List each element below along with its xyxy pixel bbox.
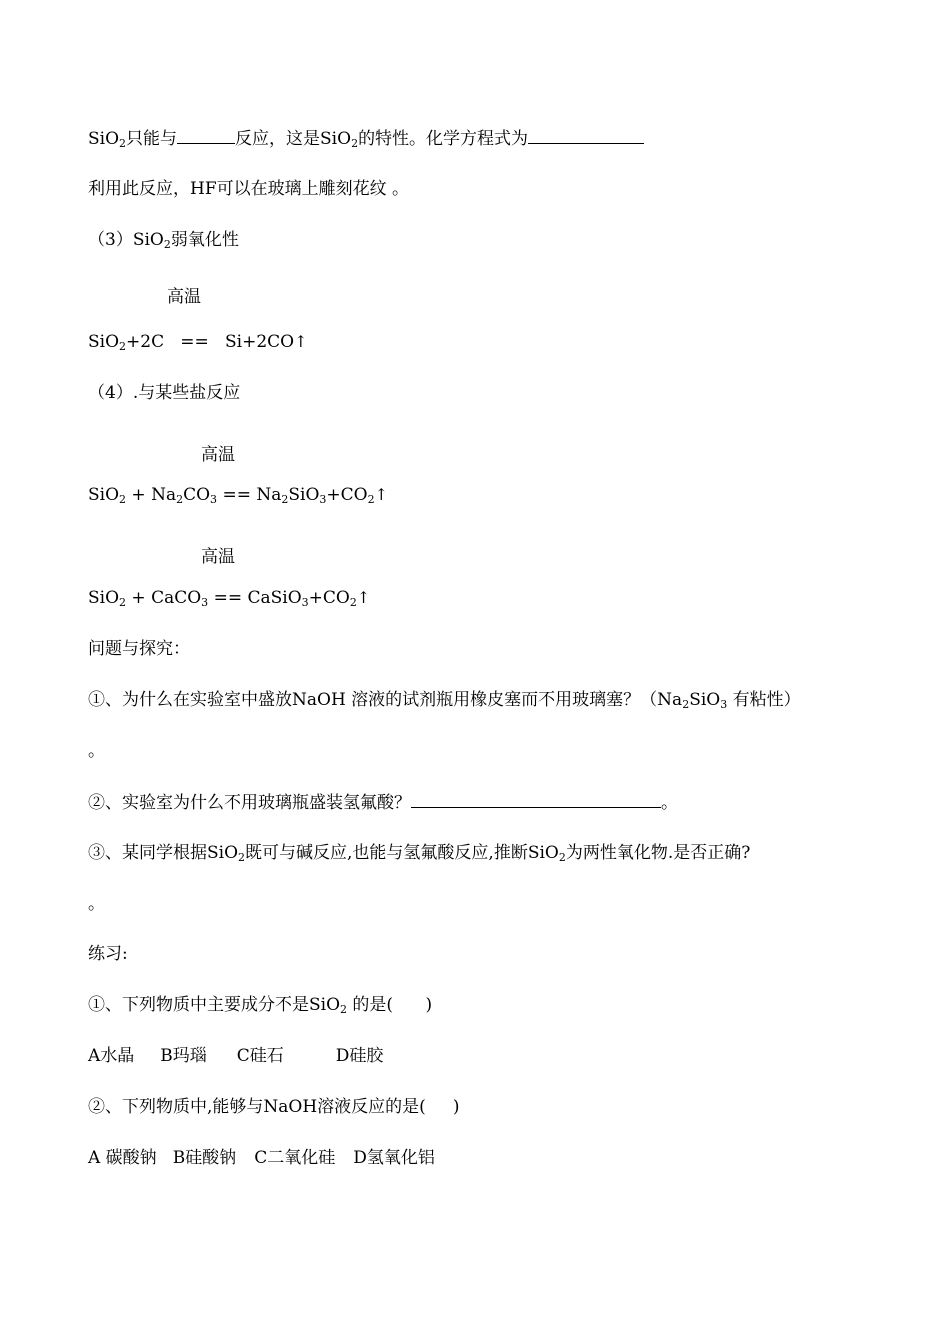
equation-sio2-carbon: SiO$_2$+2C == Si+2CO↑: [88, 332, 308, 353]
section-3-heading: （3）SiO$_2$弱氧化性: [88, 230, 239, 251]
question-3: ③、某同学根据SiO$_2$既可与碱反应,也能与氢氟酸反应,推断SiO$_2$为两性氧化物.是否正确?: [88, 843, 751, 864]
answer-blank-q2[interactable]: [411, 790, 661, 808]
questions-heading: 问题与探究：: [88, 639, 190, 659]
option-b[interactable]: B玛瑙: [160, 1046, 207, 1066]
hf-etching-line: 利用此反应，HF可以在玻璃上雕刻花纹 。: [88, 179, 410, 199]
question-2: ②、实验室为什么不用玻璃瓶盛装氢氟酸？ 。: [88, 790, 678, 815]
gas-arrow-icon: ↑: [374, 485, 388, 504]
option-b[interactable]: B硅酸钠: [172, 1148, 237, 1168]
option-a[interactable]: A水晶: [88, 1046, 135, 1066]
equation-sio2-sodium-carbonate: $SiO_2 + Na_2CO_3$ == $Na_2SiO_3+CO_2↑$: [88, 485, 388, 506]
sio2-property-line: SiO$_2$只能与 反应，这是SiO$_2$的特性。化学方程式为: [88, 126, 644, 151]
exercise-heading: 练习:: [88, 944, 128, 964]
gas-arrow-icon: ↑: [356, 588, 371, 607]
equation-sio2-calcium-carbonate: SiO$_2$ + CaCO$_3$ == $CaSiO_3+CO_2↑$: [88, 588, 371, 609]
condition-high-temp-2: 高温: [201, 445, 235, 465]
option-a[interactable]: A 碳酸钠: [88, 1148, 157, 1168]
fill-blank-reactant[interactable]: [177, 126, 235, 144]
question-3-end: 。: [88, 894, 105, 914]
exercise-1: ①、下列物质中主要成分不是SiO$_2$ 的是( ): [88, 995, 433, 1016]
option-c[interactable]: C二氧化硅: [254, 1148, 336, 1168]
exercise-1-options: [88, 1044, 383, 1068]
section-4-heading: （4）.与某些盐反应: [88, 383, 241, 403]
question-1-end: 。: [88, 741, 105, 761]
condition-high-temp-1: 高温: [167, 287, 201, 307]
option-d[interactable]: D硅胶: [335, 1046, 384, 1066]
gas-arrow-icon: ↑: [294, 332, 308, 351]
exercise-2: ②、下列物质中,能够与NaOH溶液反应的是( ): [88, 1097, 460, 1117]
fill-blank-equation[interactable]: [528, 126, 644, 144]
option-c[interactable]: C硅石: [236, 1046, 284, 1066]
condition-high-temp-3: 高温: [201, 547, 235, 567]
exercise-2-options: [88, 1146, 435, 1170]
option-d[interactable]: D氢氧化铝: [353, 1148, 435, 1168]
question-1: ①、为什么在实验室中盛放NaOH 溶液的试剂瓶用橡皮塞而不用玻璃塞？（$Na_2SiO_3$ 有粘性）: [88, 690, 801, 711]
